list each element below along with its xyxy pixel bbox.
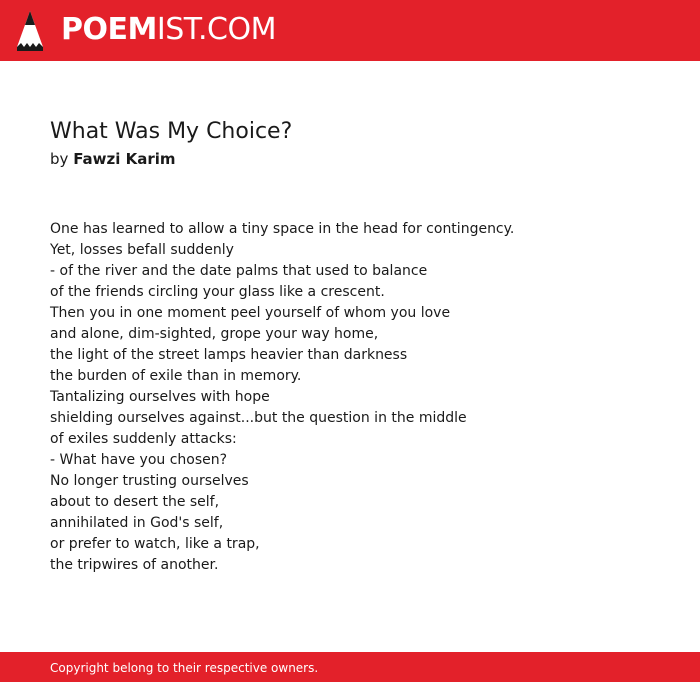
poem-line: Then you in one moment peel yourself of whom you love [50,305,451,321]
pencil-tip-icon[interactable] [16,10,44,52]
poem-line: the tripwires of another. [50,557,219,573]
poem-line: Tantalizing ourselves with hope [50,389,270,405]
copyright-notice: Copyright belong to their respective owners. [50,661,319,675]
poem-title: What Was My Choice? [50,119,293,144]
poem-line: One has learned to allow a tiny space in the head for contingency. [50,221,515,237]
poem-line: the burden of exile than in memory. [50,368,302,384]
logo-light-text: IST.COM [156,12,276,47]
by-label: by [50,150,69,168]
poem-line: annihilated in God's self, [50,515,224,531]
poem-line: of exiles suddenly attacks: [50,431,237,447]
poem-line: or prefer to watch, like a trap, [50,536,260,552]
site-header [0,0,700,61]
poem-line: No longer trusting ourselves [50,473,249,489]
poem-line: - What have you chosen? [50,452,228,468]
author-name: Fawzi Karim [73,150,176,168]
poem-line: - of the river and the date palms that used to balance [50,263,428,279]
poem-body [50,219,514,576]
poem-line: about to desert the self, [50,494,220,510]
byline [50,149,176,169]
logo-bold-text: POEM [61,12,157,47]
poem-line: of the friends circling your glass like a crescent. [50,284,385,300]
poem-line: and alone, dim-sighted, grope your way home, [50,326,379,342]
poem-line: the light of the street lamps heavier than darkness [50,347,408,363]
poem-line: shielding ourselves against...but the question in the middle [50,410,467,426]
site-footer [0,652,700,682]
site-logo[interactable] [61,9,276,51]
poem-line: Yet, losses befall suddenly [50,242,234,258]
